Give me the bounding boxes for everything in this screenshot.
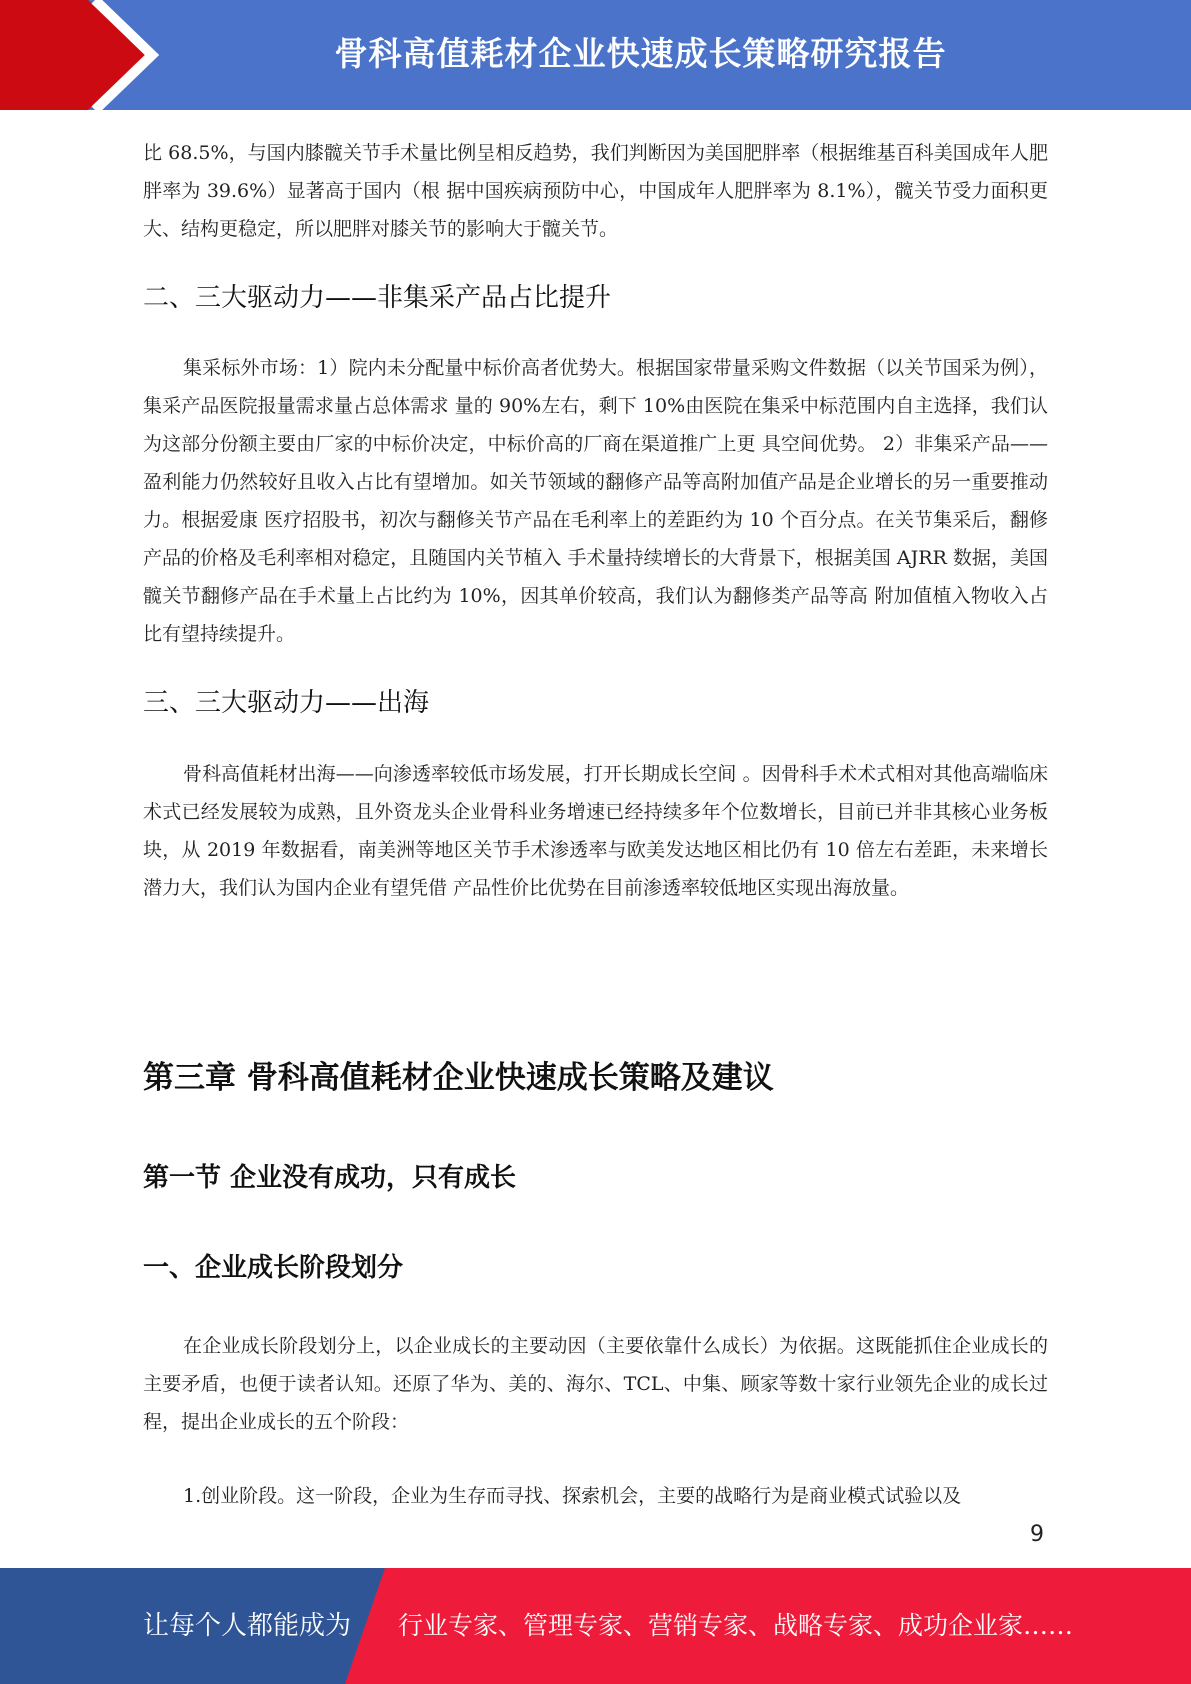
page-number: 9 [1030, 1522, 1044, 1547]
paragraph-overseas: 骨科高值耗材出海——向渗透率较低市场发展，打开长期成长空间 。因骨科手术术式相对其他高端临床术式已经发展较为成熟，且外资龙头企业骨科业务增速已经持续多年个位数增长，目前已并非其核心业务板 块，从 2019 年数据看，南美洲等地区关节手术渗透率与欧美发达地区相比仍有 10 倍左右差距，未来增长潜力大，我们认为国内企业有望凭借 产品性价比优势在目前渗透率较低地区实现出海放量。 [143, 763, 1048, 899]
footer-slogan-left: 让每个人都能成为 [143, 1611, 352, 1641]
heading-driver-overseas: 三、三大驱动力——出海 [143, 688, 430, 718]
paragraph-non-vbp: 集采标外市场：1）院内未分配量中标价高者优势大。根据国家带量采购文件数据（以关节国采为例），集采产品医院报量需求量占总体需求 量的 90%左右，剩下 10%由医院在集采中标范围内自主选择，我们认为这部分份额主要由厂家的中标价决定，中标价高的厂商在渠道推广上更 具空间优势。 2）非集采产品——盈利能力仍然较好且收入占比有望增加。如关节领域的翻修产品等高附加值产品是企业增长的另一重要推动力。根据爱康 医疗招股书，初次与翻修关节产品在毛利率上的差距约为 10 个百分点。在关节集采后，翻修产品的价格及毛利率相对稳定，且随国内关节植入 手术量持续增长的大背景下，根据美国 AJRR 数据，美国髋关节翻修产品在手术量上占比约为 10%，因其单价较高，我们认为翻修类产品等高 附加值植入物收入占比有望持续提升。 [143, 357, 1048, 645]
chapter-title: 第三章 骨科高值耗材企业快速成长策略及建议 [143, 1060, 774, 1096]
footer-slogan-right: 行业专家、管理专家、营销专家、战略专家、成功企业家…… [398, 1611, 1074, 1640]
page-header [0, 0, 1191, 110]
paragraph-obesity: 比 68.5%，与国内膝髋关节手术量比例呈相反趋势，我们判断因为美国肥胖率（根据维基百科美国成年人肥胖率为 39.6%）显著高于国内（根 据中国疾病预防中心，中国成年人肥胖率为 8.1%），髋关节受力面积更大、结构更稳定，所以肥胖对膝关节的影响大于髋关节。 [143, 142, 1048, 240]
list-item-startup-stage: 1.创业阶段。这一阶段，企业为生存而寻找、探索机会，主要的战略行为是商业模式试验以及 [183, 1485, 962, 1507]
subsection-title: 一、企业成长阶段划分 [143, 1253, 404, 1283]
section-title: 第一节 企业没有成功，只有成长 [143, 1163, 517, 1193]
header-title: 骨科高值耗材企业快速成长策略研究报告 [334, 34, 947, 73]
heading-driver-non-vbp: 二、三大驱动力——非集采产品占比提升 [143, 283, 612, 313]
page-footer [0, 1568, 1191, 1684]
paragraph-growth-stages: 在企业成长阶段划分上，以企业成长的主要动因（主要依靠什么成长）为依据。这既能抓住企业成长的主要矛盾，也便于读者认知。还原了华为、美的、海尔、TCL、中集、顾家等数十家行业领先企业的成长过程，提出企业成长的五个阶段： [143, 1335, 1048, 1433]
